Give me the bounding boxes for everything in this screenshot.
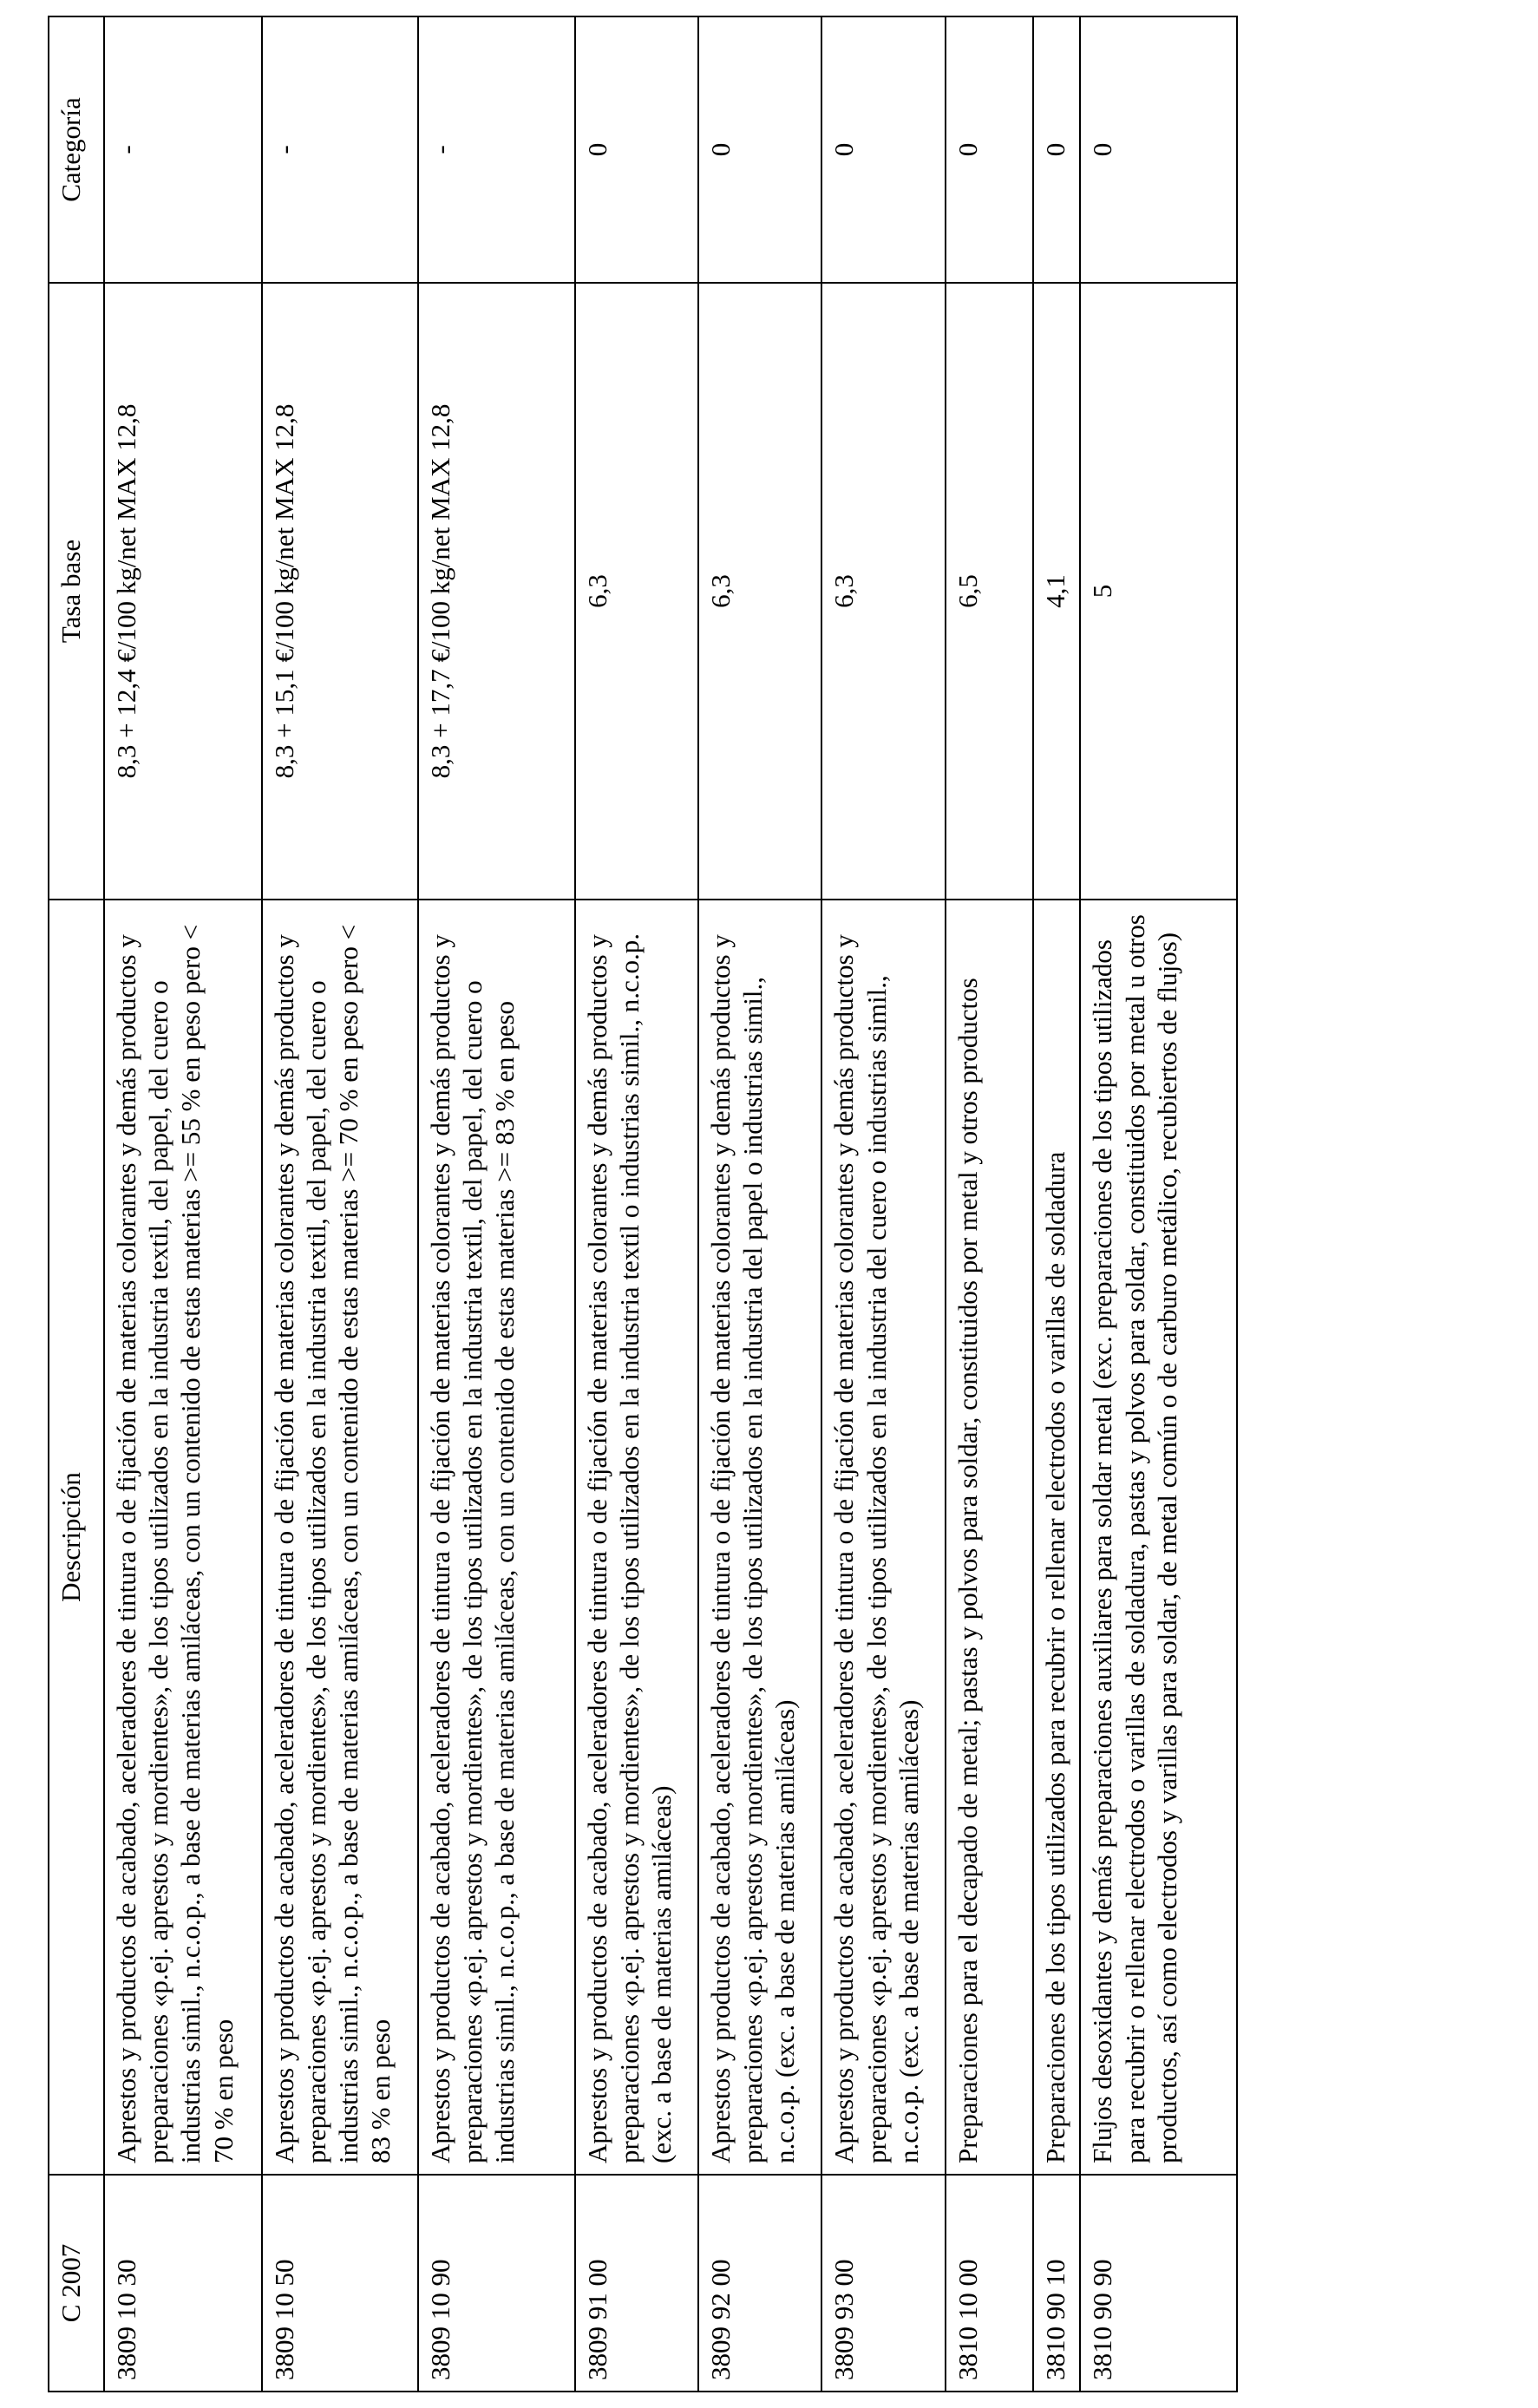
table-row [821, 16, 945, 2392]
cell-category: 0 [1033, 16, 1080, 283]
cell-description: Preparaciones de los tipos utilizados para recubrir o rellenar electrodos o varillas de soldadura [1033, 900, 1080, 2175]
table-header-row [49, 16, 104, 2392]
cell-category: 0 [1080, 16, 1237, 283]
header-code: C 2007 [49, 2175, 104, 2392]
cell-description: Aprestos y productos de acabado, aceleradores de tintura o de fijación de materias colorantes y demás productos y preparaciones «p.ej. aprestos y mordientes», de los tipos utilizados en la industria textil, del papel, del cuero o industrias simil., n.c.o.p., a base de materias amiláceas, con un contenido de estas materias >= 83 % en peso [418, 900, 575, 2175]
cell-rate: 8,3 + 17,7 €/100 kg/net MAX 12,8 [418, 283, 575, 900]
cell-code: 3809 10 90 [418, 2175, 575, 2392]
cell-code: 3810 90 10 [1033, 2175, 1080, 2392]
header-rate: Tasa base [49, 283, 104, 900]
cell-rate: 6,3 [821, 283, 945, 900]
header-category: Categoría [49, 16, 104, 283]
table-row [1080, 16, 1237, 2392]
table-row [104, 16, 262, 2392]
cell-category: - [104, 16, 262, 283]
table-row [418, 16, 575, 2392]
header-description: Descripción [49, 900, 104, 2175]
table-row [575, 16, 698, 2392]
cell-rate: 5 [1080, 283, 1237, 900]
cell-description: Aprestos y productos de acabado, aceleradores de tintura o de fijación de materias colorantes y demás productos y preparaciones «p.ej. aprestos y mordientes», de los tipos utilizados en la industria del cuero o industrias simil., n.c.o.p. (exc. a base de materias amiláceas) [821, 900, 945, 2175]
cell-code: 3809 92 00 [698, 2175, 821, 2392]
cell-category: 0 [698, 16, 821, 283]
rotated-page [48, 17, 1238, 2392]
cell-rate: 8,3 + 12,4 €/100 kg/net MAX 12,8 [104, 283, 262, 900]
cell-category: 0 [821, 16, 945, 283]
cell-category: - [262, 16, 419, 283]
cell-description: Preparaciones para el decapado de metal; pastas y polvos para soldar, constituidos por metal y otros productos [946, 900, 1033, 2175]
tariff-table [48, 16, 1238, 2392]
cell-description: Aprestos y productos de acabado, aceleradores de tintura o de fijación de materias colorantes y demás productos y preparaciones «p.ej. aprestos y mordientes», de los tipos utilizados en la industria textil, del papel, del cuero o industrias simil., n.c.o.p., a base de materias amiláceas, con un contenido de estas materias >= 70 % en peso pero < 83 % en peso [262, 900, 419, 2175]
cell-code: 3810 90 90 [1080, 2175, 1237, 2392]
cell-code: 3809 91 00 [575, 2175, 698, 2392]
table-row [946, 16, 1033, 2392]
cell-rate: 8,3 + 15,1 €/100 kg/net MAX 12,8 [262, 283, 419, 900]
cell-category: - [418, 16, 575, 283]
cell-code: 3809 10 50 [262, 2175, 419, 2392]
cell-rate: 6,3 [575, 283, 698, 900]
cell-description: Aprestos y productos de acabado, aceleradores de tintura o de fijación de materias colorantes y demás productos y preparaciones «p.ej. aprestos y mordientes», de los tipos utilizados en la industria textil o industrias simil., n.c.o.p. (exc. a base de materias amiláceas) [575, 900, 698, 2175]
cell-code: 3810 10 00 [946, 2175, 1033, 2392]
cell-rate: 6,3 [698, 283, 821, 900]
cell-code: 3809 10 30 [104, 2175, 262, 2392]
table-row [262, 16, 419, 2392]
cell-description: Flujos desoxidantes y demás preparaciones auxiliares para soldar metal (exc. preparaciones de los tipos utilizados para recubrir o rellenar electrodos o varillas de soldadura, pastas y polvos para soldar, constituidos por metal u otros productos, así como electrodos y varillas para soldar, de metal común o de carburo metálico, recubiertos de flujos) [1080, 900, 1237, 2175]
cell-rate: 4,1 [1033, 283, 1080, 900]
cell-description: Aprestos y productos de acabado, aceleradores de tintura o de fijación de materias colorantes y demás productos y preparaciones «p.ej. aprestos y mordientes», de los tipos utilizados en la industria del papel o industrias simil., n.c.o.p. (exc. a base de materias amiláceas) [698, 900, 821, 2175]
cell-description: Aprestos y productos de acabado, aceleradores de tintura o de fijación de materias colorantes y demás productos y preparaciones «p.ej. aprestos y mordientes», de los tipos utilizados en la industria textil, del papel, del cuero o industrias simil., n.c.o.p., a base de materias amiláceas, con un contenido de estas materias >= 55 % en peso pero < 70 % en peso [104, 900, 262, 2175]
cell-category: 0 [946, 16, 1033, 283]
cell-category: 0 [575, 16, 698, 283]
table-row [698, 16, 821, 2392]
cell-code: 3809 93 00 [821, 2175, 945, 2392]
cell-rate: 6,5 [946, 283, 1033, 900]
table-row [1033, 16, 1080, 2392]
